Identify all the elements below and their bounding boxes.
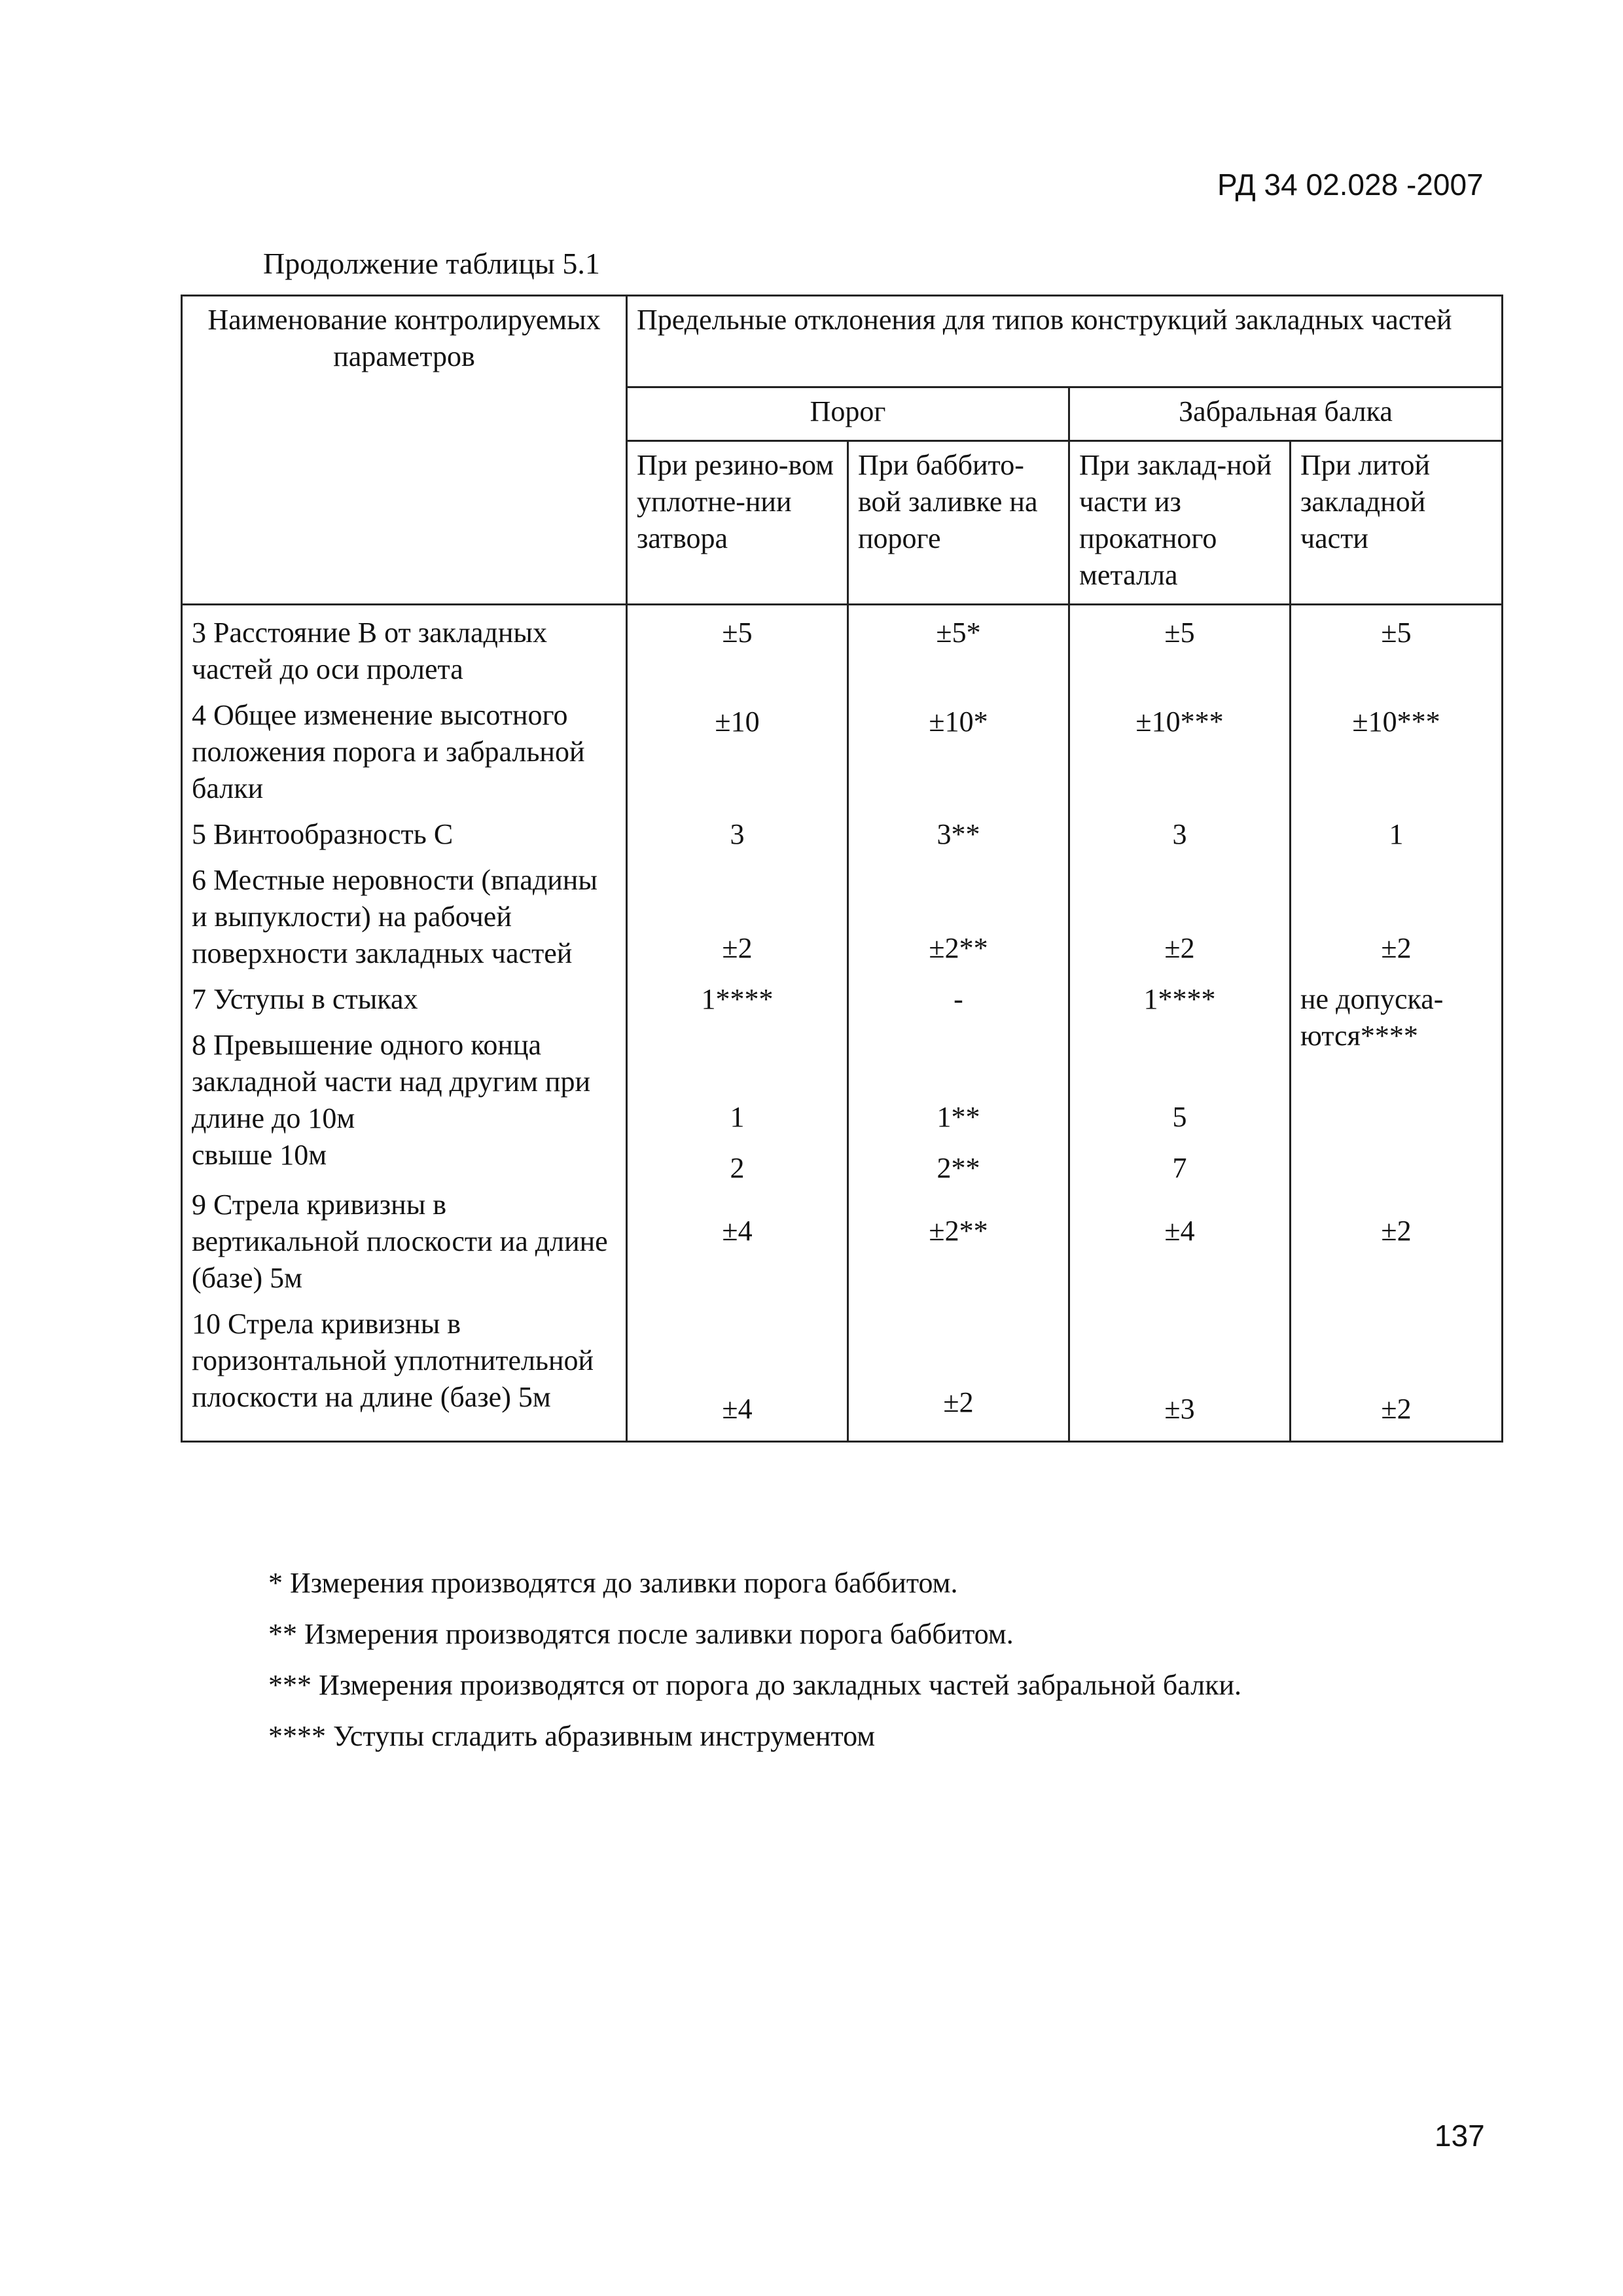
footnote: *** Измерения производятся от порога до закладных частей забральной балки. [268,1669,1242,1701]
row-value: ±3 [1069,1306,1291,1442]
header-rubber-seal: При резино-вом уплотне-нии затвора [627,441,848,605]
row-value-sub: 2** [936,1152,980,1184]
table-row [182,697,1503,816]
row-parameter-name: 7 Уступы в стыках [182,981,627,1027]
row-value: ±5* [848,605,1069,698]
footnote: **** Уступы сгладить абразивным инструментом [268,1720,876,1752]
row-parameter-name: 4 Общее изменение высотного положения порога и забральной балки [182,697,627,816]
row-value: ±10*** [1069,697,1291,816]
table-body [182,605,1503,1442]
row-value: ±10*** [1291,697,1503,816]
row-parameter-name: 3 Расстояние B от закладных частей до оси пролета [182,605,627,698]
row-parameter-name: 9 Стрела кривизны в вертикальной плоскости иа длине (базе) 5м [182,1187,627,1306]
row-value-main: 5 [1172,1101,1187,1133]
row-parameter-name [182,1027,627,1187]
row-value: 3 [627,816,848,862]
row-value: 1 [1291,816,1503,862]
table-caption: Продолжение таблицы 5.1 [263,247,600,280]
row-value: ±5 [1069,605,1291,698]
table-row [182,981,1503,1027]
row-value: ±2 [1291,1306,1503,1442]
row-value-main: 1 [730,1101,745,1133]
table-row [182,1187,1503,1306]
table-row [182,605,1503,698]
row-value: ±2 [1069,862,1291,981]
row-value: ±10 [627,697,848,816]
row-value: 1**** [1069,981,1291,1027]
row-value-main: 1** [936,1101,980,1133]
row-value [848,1027,1069,1187]
header-babbitt-fill: При баббито-вой заливке на пороге [848,441,1069,605]
row-value [627,1027,848,1187]
footnote: ** Измерения производятся после заливки порога баббитом. [268,1618,1014,1650]
header-parameter-name: Наименование контролируемых параметров [182,296,627,605]
row-value: ±5 [627,605,848,698]
row-value: 1**** [627,981,848,1027]
row-value: 3 [1069,816,1291,862]
footnotes [268,1558,1241,1762]
page-number: 137 [1435,2119,1485,2153]
row-value [1069,1027,1291,1187]
row-parameter-name: 5 Винтообразность С [182,816,627,862]
row-value: ±2** [848,862,1069,981]
header-cast-part: При литой закладной части [1291,441,1503,605]
table-row [182,1306,1503,1442]
table-row [182,816,1503,862]
row-value: ±2 [1291,862,1503,981]
row-parameter-name: 10 Стрела кривизны в горизонтальной уплотнительной плоскости на длине (базе) 5м [182,1306,627,1442]
header-limit-deviations: Предельные отклонения для типов конструкций закладных частей [627,296,1503,387]
row-value: 3** [848,816,1069,862]
row-value: ±2 [627,862,848,981]
row-value: ±2** [848,1187,1069,1306]
row-value-sub: 7 [1172,1152,1187,1184]
row-value: ±5 [1291,605,1503,698]
row-parameter-name-sub: свыше 10м [192,1139,327,1171]
row-parameter-name: 6 Местные неровности (впадины и выпуклости) на рабочей поверхности закладных частей [182,862,627,981]
row-value: - [848,981,1069,1027]
row-value: ±4 [1069,1187,1291,1306]
row-value-not-allowed: не допуска-ются**** [1291,981,1503,1187]
row-value: ±4 [627,1187,848,1306]
table-row [182,862,1503,981]
document-code: РД 34 02.028 -2007 [1217,168,1484,202]
header-rolled-metal: При заклад-ной части из прокатного металла [1069,441,1291,605]
row-value: ±10* [848,697,1069,816]
table-header [182,296,1503,605]
footnote: * Измерения производятся до заливки порога баббитом. [268,1567,958,1599]
header-group-threshold: Порог [627,387,1069,441]
row-value: ±2 [1291,1187,1503,1306]
tolerance-table [181,295,1503,1443]
row-value: ±4 [627,1306,848,1442]
row-value-sub: 2 [730,1152,745,1184]
row-parameter-name-main: 8 Превышение одного конца закладной части над другим при длине до 10м [192,1029,591,1134]
header-group-beam: Забральная балка [1069,387,1503,441]
row-value: ±2 [848,1306,1069,1442]
